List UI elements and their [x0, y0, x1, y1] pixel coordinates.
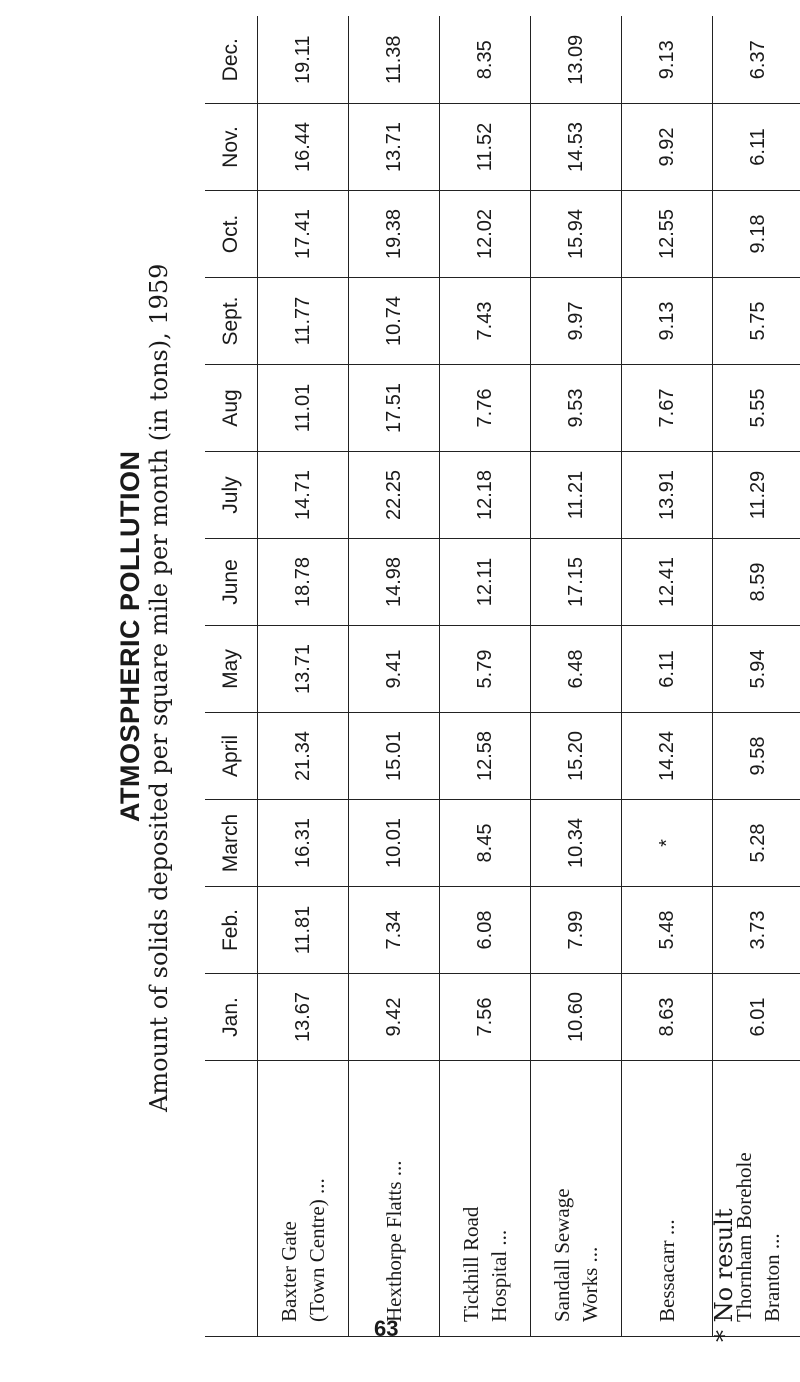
value-cell: 5.79	[440, 626, 531, 713]
value-cell: 13.67	[258, 974, 349, 1061]
value-cell: 12.02	[440, 191, 531, 278]
value-cell: 19.38	[349, 191, 440, 278]
value-cell: 21.34	[258, 713, 349, 800]
value-cell: 7.67	[622, 365, 713, 452]
value-cell: 14.53	[531, 104, 622, 191]
value-cell: 5.55	[713, 365, 800, 452]
value-cell: 11.77	[258, 278, 349, 365]
site-name-line: Hospital ...	[487, 1229, 511, 1322]
value-cell: 19.11	[258, 17, 349, 104]
value-cell: 7.76	[440, 365, 531, 452]
site-name-line: Baxter Gate	[277, 1221, 301, 1322]
site-name-cell	[258, 1061, 349, 1337]
value-cell: 6.11	[713, 104, 800, 191]
value-cell: 6.48	[531, 626, 622, 713]
value-cell: 5.48	[622, 887, 713, 974]
header-month: Oct.	[205, 191, 258, 278]
table-header-row	[205, 17, 258, 1337]
value-cell: 14.24	[622, 713, 713, 800]
header-site-cell	[205, 1061, 258, 1337]
value-cell: 7.56	[440, 974, 531, 1061]
header-month: June	[205, 539, 258, 626]
value-cell: 8.59	[713, 539, 800, 626]
value-cell: 11.81	[258, 887, 349, 974]
value-cell: 9.58	[713, 713, 800, 800]
value-cell: 12.58	[440, 713, 531, 800]
footnote: * No result	[710, 1208, 738, 1342]
site-name-cell	[531, 1061, 622, 1337]
value-cell: 5.75	[713, 278, 800, 365]
value-cell: 8.45	[440, 800, 531, 887]
header-month: Nov.	[205, 104, 258, 191]
table-row	[349, 17, 440, 1337]
value-cell: 14.71	[258, 452, 349, 539]
value-cell: 12.18	[440, 452, 531, 539]
header-month: Dec.	[205, 17, 258, 104]
header-month: March	[205, 800, 258, 887]
site-name-cell	[622, 1061, 713, 1337]
header-month: May	[205, 626, 258, 713]
value-cell: 7.34	[349, 887, 440, 974]
page-title: ATMOSPHERIC POLLUTION	[115, 450, 145, 822]
value-cell: 14.98	[349, 539, 440, 626]
table-row	[440, 17, 531, 1337]
value-cell: 12.41	[622, 539, 713, 626]
value-cell: 9.42	[349, 974, 440, 1061]
value-cell: 10.74	[349, 278, 440, 365]
value-cell: 9.13	[622, 278, 713, 365]
value-cell: 6.01	[713, 974, 800, 1061]
value-cell: 9.92	[622, 104, 713, 191]
value-cell: 15.01	[349, 713, 440, 800]
value-cell: 11.38	[349, 17, 440, 104]
value-cell: 7.43	[440, 278, 531, 365]
value-cell: 6.37	[713, 17, 800, 104]
value-cell: 16.44	[258, 104, 349, 191]
value-cell: 17.51	[349, 365, 440, 452]
value-cell: 9.97	[531, 278, 622, 365]
value-cell: 5.94	[713, 626, 800, 713]
page-number: 63	[374, 1316, 399, 1341]
header-month: Aug	[205, 365, 258, 452]
table-row	[531, 17, 622, 1337]
site-name-cell	[349, 1061, 440, 1337]
value-cell: 9.18	[713, 191, 800, 278]
site-name-cell	[440, 1061, 531, 1337]
value-cell: 15.20	[531, 713, 622, 800]
value-cell: 11.01	[258, 365, 349, 452]
value-cell: 13.09	[531, 17, 622, 104]
site-name-line: (Town Centre) ...	[305, 1178, 329, 1322]
header-month: April	[205, 713, 258, 800]
site-name-line: Branton ...	[760, 1233, 784, 1322]
value-cell: 9.53	[531, 365, 622, 452]
header-month: Jan.	[205, 974, 258, 1061]
site-name-line: Bessacarr ...	[655, 1219, 679, 1322]
value-cell: 3.73	[713, 887, 800, 974]
table-row	[258, 17, 349, 1337]
value-cell: 13.71	[258, 626, 349, 713]
value-cell: 13.71	[349, 104, 440, 191]
value-cell: 22.25	[349, 452, 440, 539]
value-cell: 18.78	[258, 539, 349, 626]
page-subtitle: Amount of solids deposited per square mile per month (in tons), 1959	[145, 263, 173, 1112]
pollution-table	[205, 17, 800, 1338]
value-cell: 12.55	[622, 191, 713, 278]
value-cell: 6.08	[440, 887, 531, 974]
table-row	[622, 17, 713, 1337]
value-cell: 8.35	[440, 17, 531, 104]
value-cell: 11.52	[440, 104, 531, 191]
value-cell: 11.21	[531, 452, 622, 539]
value-cell: 17.41	[258, 191, 349, 278]
value-cell: 15.94	[531, 191, 622, 278]
header-month: July	[205, 452, 258, 539]
value-cell: 5.28	[713, 800, 800, 887]
value-cell: 9.41	[349, 626, 440, 713]
value-cell: 7.99	[531, 887, 622, 974]
value-cell: 12.11	[440, 539, 531, 626]
value-cell: 13.91	[622, 452, 713, 539]
value-cell: 9.13	[622, 17, 713, 104]
header-month: Sept.	[205, 278, 258, 365]
table-row	[713, 17, 800, 1337]
site-name-line: Sandall Sewage	[550, 1188, 574, 1322]
value-cell: 17.15	[531, 539, 622, 626]
site-name-line: Works ...	[578, 1246, 602, 1322]
value-cell: *	[622, 800, 713, 887]
site-name-line: Tickhill Road	[459, 1206, 483, 1322]
value-cell: 6.11	[622, 626, 713, 713]
site-name-line: Hexthorpe Flatts ...	[382, 1160, 406, 1322]
value-cell: 8.63	[622, 974, 713, 1061]
value-cell: 10.60	[531, 974, 622, 1061]
value-cell: 11.29	[713, 452, 800, 539]
value-cell: 16.31	[258, 800, 349, 887]
site-name-line: Thornham Borehole	[732, 1152, 756, 1322]
value-cell: 10.01	[349, 800, 440, 887]
value-cell: 10.34	[531, 800, 622, 887]
header-month: Feb.	[205, 887, 258, 974]
